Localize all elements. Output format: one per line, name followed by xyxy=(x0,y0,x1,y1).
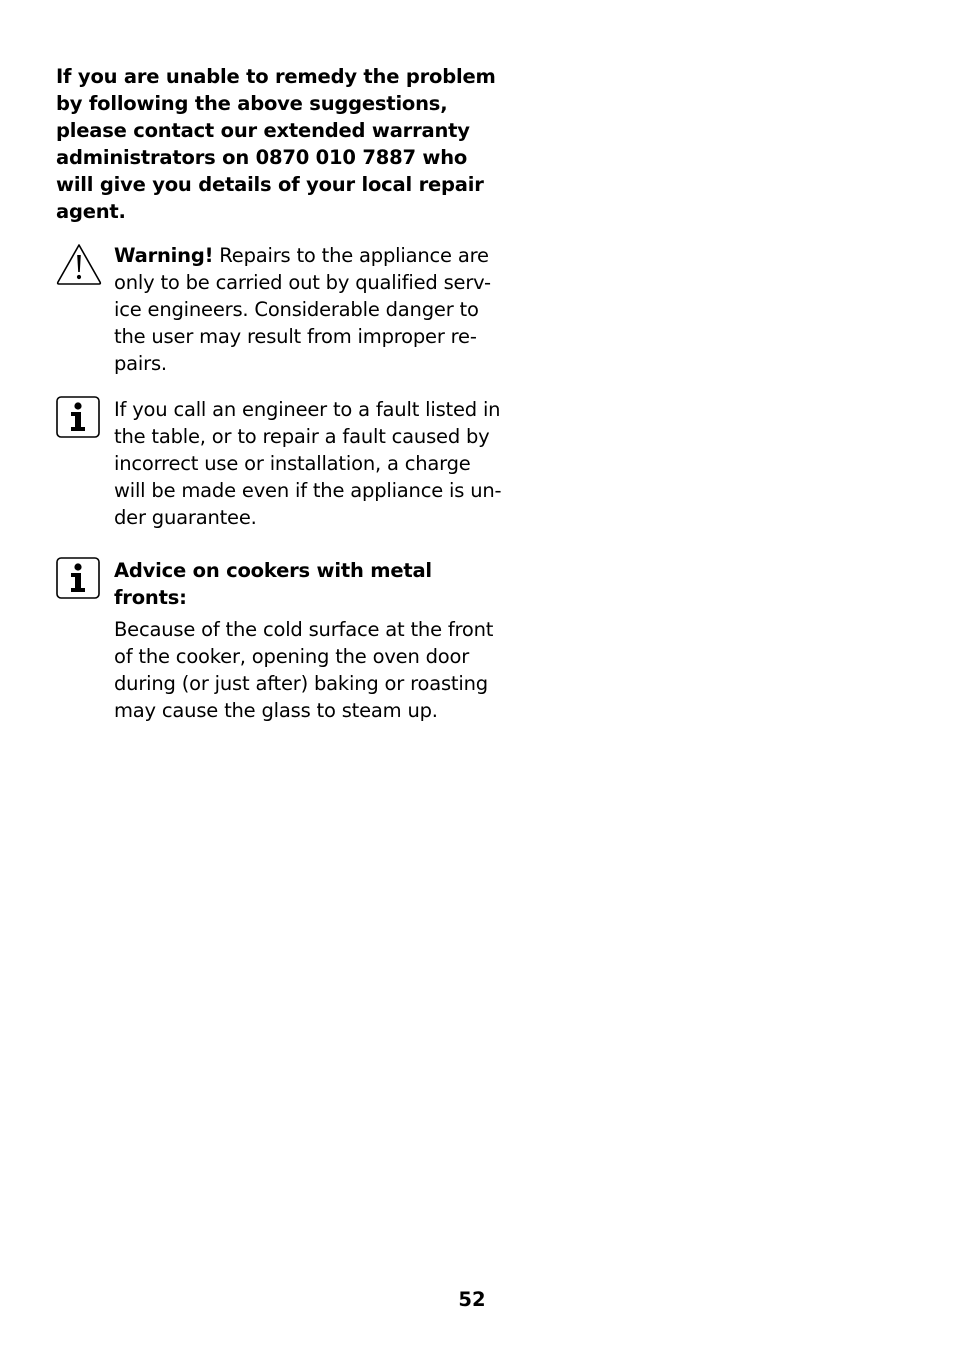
text-line: during (or just after) baking or roasting xyxy=(114,672,488,695)
metal-fronts-paragraph xyxy=(114,616,494,724)
text-line: administrators on 0870 010 7887 who xyxy=(56,146,468,169)
info-note-charge xyxy=(56,396,502,536)
text-line: If you call an engineer to a fault listed in xyxy=(114,398,501,421)
page-number: 52 xyxy=(458,1288,486,1311)
text-line: Because of the cold surface at the front xyxy=(114,618,494,641)
text-line: der guarantee. xyxy=(114,506,257,529)
warranty-contact-paragraph xyxy=(56,63,496,225)
info-icon xyxy=(56,396,100,440)
text-line: ice engineers. Considerable danger to xyxy=(114,298,479,321)
warning-triangle-icon xyxy=(56,242,100,286)
info-note-metal-fronts xyxy=(56,557,494,737)
text-line: will be made even if the appliance is un- xyxy=(114,479,502,502)
text-line: If you are unable to remedy the problem xyxy=(56,65,496,88)
warning-first-line xyxy=(114,242,489,269)
text-line: by following the above suggestions, xyxy=(56,92,448,115)
text-line: agent. xyxy=(56,200,126,223)
text-line: pairs. xyxy=(114,352,167,375)
info-charge-text xyxy=(114,396,502,531)
warning-first-line-text: Repairs to the appliance are xyxy=(213,244,489,267)
section-heading: Advice on cookers with metal xyxy=(114,559,432,582)
text-line: may cause the glass to steam up. xyxy=(114,699,438,722)
section-heading: fronts: xyxy=(114,586,187,609)
info-metal-text xyxy=(114,557,494,724)
text-line: please contact our extended warranty xyxy=(56,119,470,142)
warning-note xyxy=(56,242,491,382)
text-line: of the cooker, opening the oven door xyxy=(114,645,470,668)
text-line: incorrect use or installation, a charge xyxy=(114,452,471,475)
warning-text xyxy=(114,242,491,377)
text-line: the table, or to repair a fault caused by xyxy=(114,425,490,448)
text-line: only to be carried out by qualified serv- xyxy=(114,271,491,294)
text-line: will give you details of your local repair xyxy=(56,173,484,196)
warning-label: Warning! xyxy=(114,244,214,267)
info-icon xyxy=(56,557,100,601)
text-line: the user may result from improper re- xyxy=(114,325,477,348)
